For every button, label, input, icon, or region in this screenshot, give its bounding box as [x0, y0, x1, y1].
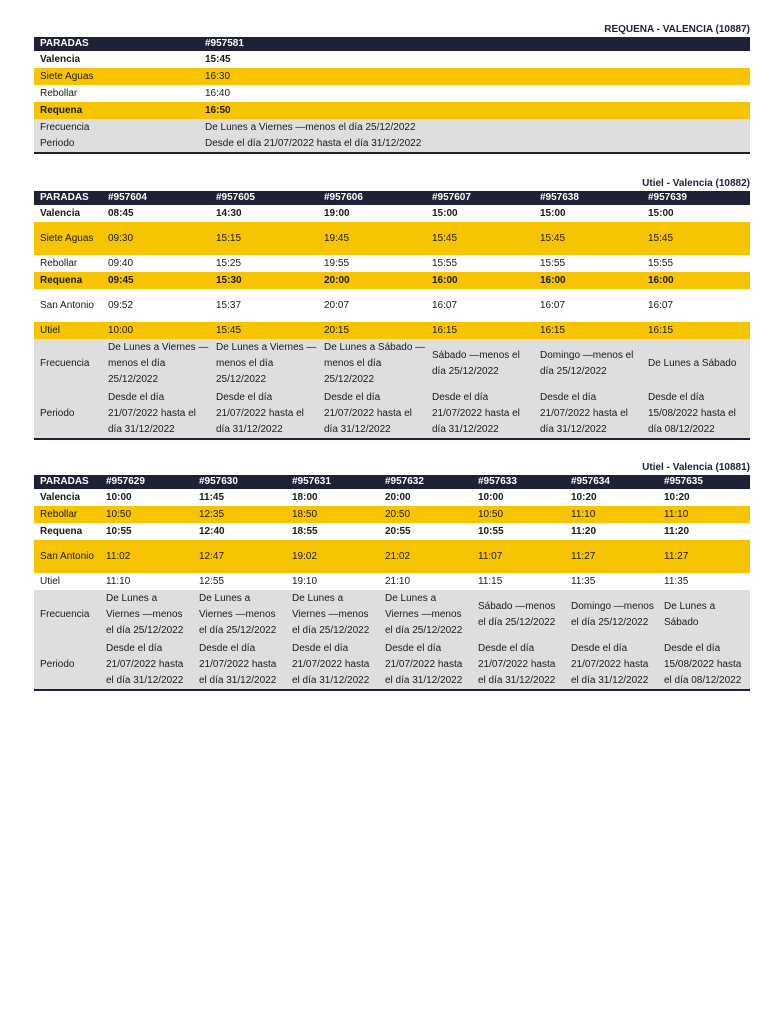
stop-name: Requena — [40, 104, 83, 116]
stop-time: 16:15 — [540, 324, 566, 336]
header-row — [34, 191, 750, 205]
periodo-value: Desde el día 21/07/2022 hasta el día 31/12/2022 — [385, 642, 463, 686]
stop-time: 15:45 — [432, 232, 458, 244]
stop-row-valencia — [34, 489, 750, 506]
stop-time: 11:10 — [106, 575, 131, 587]
periodo-label: Periodo — [40, 138, 75, 149]
timetable-utiel-valencia-10881 — [34, 461, 750, 691]
stop-time: 10:00 — [478, 491, 504, 503]
stop-time: 16:30 — [205, 70, 231, 82]
stop-time: 10:00 — [106, 491, 132, 503]
frecuencia-label: Frecuencia — [40, 358, 90, 369]
frecuencia-label: Frecuencia — [40, 609, 90, 620]
timetable — [34, 475, 750, 691]
stop-row-san-antonio — [34, 289, 750, 322]
periodo-row — [34, 136, 750, 153]
header-row — [34, 475, 750, 489]
stop-time: 15:55 — [648, 257, 674, 269]
route-title: Utiel - Valencia (10881) — [642, 462, 750, 473]
periodo-value: Desde el día 21/07/2022 hasta el día 31/12/2022 — [540, 391, 628, 435]
stop-name: Requena — [40, 274, 83, 286]
stop-name: Rebollar — [40, 508, 78, 520]
timetable — [34, 37, 750, 154]
stop-time: 10:20 — [571, 491, 597, 503]
periodo-row — [34, 640, 750, 690]
stop-time: 20:00 — [324, 274, 350, 286]
stop-time: 16:00 — [648, 274, 674, 286]
service-header: #957633 — [478, 476, 517, 487]
paradas-header: PARADAS — [40, 192, 89, 203]
stop-time: 16:50 — [205, 104, 231, 116]
stop-time: 08:45 — [108, 207, 134, 219]
stop-time: 18:50 — [292, 508, 318, 520]
stop-time: 16:00 — [432, 274, 458, 286]
stop-time: 15:00 — [648, 207, 674, 219]
stop-time: 11:07 — [478, 550, 503, 562]
stop-time: 19:02 — [292, 550, 318, 562]
frecuencia-value: De Lunes a Viernes —menos el día 25/12/2022 — [205, 121, 416, 133]
stop-time: 15:00 — [540, 207, 566, 219]
frecuencia-value: De Lunes a Viernes —menos el día 25/12/2022 — [385, 593, 463, 636]
stop-time: 15:45 — [205, 53, 231, 65]
frecuencia-value: De Lunes a Sábado — [648, 358, 737, 369]
service-header: #957638 — [540, 192, 579, 203]
stop-time: 14:30 — [216, 207, 242, 219]
stop-time: 12:47 — [199, 550, 225, 562]
frecuencia-row — [34, 590, 750, 640]
header-row — [34, 37, 750, 51]
stop-time: 10:50 — [478, 508, 504, 520]
stop-time: 10:50 — [106, 508, 132, 520]
stop-time: 16:07 — [540, 299, 566, 311]
stop-name: Valencia — [40, 207, 81, 219]
stop-time: 15:37 — [216, 299, 242, 311]
stop-time: 11:35 — [664, 575, 689, 587]
frecuencia-value: De Lunes a Sábado —menos el día 25/12/2022 — [324, 342, 426, 385]
periodo-row — [34, 389, 750, 439]
periodo-value: Desde el día 21/07/2022 hasta el día 31/12/2022 — [108, 391, 196, 435]
stop-time: 11:02 — [106, 550, 131, 562]
stop-row-requena — [34, 272, 750, 289]
stop-time: 16:15 — [432, 324, 458, 336]
frecuencia-row — [34, 339, 750, 389]
periodo-value: Desde el día 21/07/2022 hasta el día 31/12/2022 — [292, 642, 370, 686]
service-header: #957629 — [106, 476, 145, 487]
frecuencia-value: De Lunes a Viernes —menos el día 25/12/2022 — [108, 342, 209, 385]
service-header: #957605 — [216, 192, 255, 203]
route-title: Utiel - Valencia (10882) — [642, 178, 750, 189]
stop-row-valencia — [34, 51, 750, 68]
service-header: #957581 — [205, 38, 244, 49]
stop-time: 09:40 — [108, 257, 134, 269]
stop-time: 21:10 — [385, 575, 411, 587]
periodo-value: Desde el día 21/07/2022 hasta el día 31/12/2022 — [571, 642, 649, 686]
service-header: #957607 — [432, 192, 471, 203]
timetable — [34, 191, 750, 440]
stop-name: Siete Aguas — [40, 70, 94, 82]
service-header: #957632 — [385, 476, 424, 487]
stop-name: Rebollar — [40, 87, 78, 99]
stop-time: 10:00 — [108, 324, 134, 336]
stop-row-rebollar — [34, 255, 750, 272]
stop-time: 15:55 — [540, 257, 566, 269]
stop-time: 11:10 — [571, 508, 596, 520]
stop-time: 16:40 — [205, 87, 231, 99]
stop-time: 15:45 — [540, 232, 566, 244]
stop-time: 10:55 — [478, 525, 504, 537]
stop-row-utiel — [34, 573, 750, 590]
stop-name: Rebollar — [40, 257, 78, 269]
stop-time: 11:20 — [664, 525, 690, 537]
frecuencia-value: De Lunes a Viernes —menos el día 25/12/2022 — [292, 593, 370, 636]
stop-row-rebollar — [34, 85, 750, 102]
periodo-label: Periodo — [40, 407, 75, 419]
stop-time: 21:02 — [385, 550, 411, 562]
frecuencia-value: Domingo —menos el día 25/12/2022 — [540, 350, 634, 377]
stop-time: 10:20 — [664, 491, 690, 503]
paradas-header: PARADAS — [40, 476, 89, 487]
stop-name: Valencia — [40, 53, 81, 65]
frecuencia-value: De Lunes a Viernes —menos el día 25/12/2022 — [199, 593, 277, 636]
stop-row-requena — [34, 523, 750, 540]
stop-time: 16:00 — [540, 274, 566, 286]
stop-time: 19:55 — [324, 257, 350, 269]
stop-time: 12:35 — [199, 508, 225, 520]
stop-time: 11:45 — [199, 491, 225, 503]
stop-time: 20:07 — [324, 299, 350, 311]
stop-time: 11:27 — [664, 550, 689, 562]
timetable-requena-valencia-10887 — [34, 23, 750, 154]
periodo-label: Periodo — [40, 658, 75, 670]
frecuencia-value: Sábado —menos el día 25/12/2022 — [432, 350, 520, 377]
stop-time: 16:07 — [432, 299, 458, 311]
service-header: #957639 — [648, 192, 687, 203]
stop-time: 20:55 — [385, 525, 411, 537]
frecuencia-value: Sábado —menos el día 25/12/2022 — [478, 601, 556, 628]
stop-name: Utiel — [40, 575, 61, 587]
frecuencia-value: De Lunes a Viernes —menos el día 25/12/2022 — [216, 342, 317, 385]
stop-row-siete-aguas — [34, 222, 750, 255]
stop-time: 16:15 — [648, 324, 674, 336]
stop-row-siete-aguas — [34, 68, 750, 85]
periodo-value: Desde el día 21/07/2022 hasta el día 31/12/2022 — [216, 391, 304, 435]
frecuencia-label: Frecuencia — [40, 121, 90, 133]
stop-time: 18:00 — [292, 491, 318, 503]
stop-time: 15:25 — [216, 257, 242, 269]
periodo-value: Desde el día 21/07/2022 hasta el día 31/12/2022 — [106, 642, 184, 686]
service-header: #957634 — [571, 476, 610, 487]
frecuencia-value: De Lunes a Viernes —menos el día 25/12/2022 — [106, 593, 184, 636]
stop-time: 11:15 — [478, 575, 503, 587]
frecuencia-row — [34, 119, 750, 136]
periodo-value: Desde el día 21/07/2022 hasta el día 31/12/2022 — [199, 642, 277, 686]
stop-time: 15:45 — [648, 232, 674, 244]
service-header: #957606 — [324, 192, 363, 203]
stop-name: Valencia — [40, 491, 81, 503]
stop-time: 11:10 — [664, 508, 689, 520]
stop-time: 19:10 — [292, 575, 318, 587]
stop-row-rebollar — [34, 506, 750, 523]
stop-time: 15:55 — [432, 257, 458, 269]
periodo-value: Desde el día 21/07/2022 hasta el día 31/12/2022 — [324, 391, 412, 435]
stop-time: 15:30 — [216, 274, 242, 286]
stop-time: 18:55 — [292, 525, 318, 537]
stop-row-san-antonio — [34, 540, 750, 573]
stop-time: 20:00 — [385, 491, 411, 503]
stop-row-requena — [34, 102, 750, 119]
service-header: #957630 — [199, 476, 238, 487]
route-title: REQUENA - VALENCIA (10887) — [604, 24, 750, 35]
stop-name: Requena — [40, 525, 83, 537]
frecuencia-value: Domingo —menos el día 25/12/2022 — [571, 601, 654, 628]
stop-time: 12:55 — [199, 575, 225, 587]
periodo-value: Desde el día 15/08/2022 hasta el día 08/12/2022 — [664, 642, 742, 686]
stop-time: 16:07 — [648, 299, 674, 311]
timetable-utiel-valencia-10882 — [34, 177, 750, 440]
service-header: #957631 — [292, 476, 331, 487]
stop-time: 11:35 — [571, 575, 596, 587]
stop-time: 15:45 — [216, 324, 242, 336]
stop-name: San Antonio — [40, 550, 94, 562]
periodo-value: Desde el día 21/07/2022 hasta el día 31/12/2022 — [432, 391, 520, 435]
stop-time: 15:15 — [216, 232, 242, 244]
stop-time: 20:15 — [324, 324, 350, 336]
stop-row-valencia — [34, 205, 750, 222]
paradas-header: PARADAS — [40, 38, 89, 49]
periodo-value: Desde el día 21/07/2022 hasta el día 31/12/2022 — [205, 138, 422, 149]
stop-time: 11:20 — [571, 525, 597, 537]
stop-time: 09:45 — [108, 274, 134, 286]
frecuencia-value: De Lunes a Sábado — [664, 601, 716, 628]
stop-time: 19:00 — [324, 207, 350, 219]
periodo-value: Desde el día 15/08/2022 hasta el día 08/12/2022 — [648, 391, 736, 435]
service-header: #957635 — [664, 476, 703, 487]
stop-time: 20:50 — [385, 508, 411, 520]
stop-name: San Antonio — [40, 299, 94, 311]
periodo-value: Desde el día 21/07/2022 hasta el día 31/12/2022 — [478, 642, 556, 686]
stop-time: 19:45 — [324, 232, 350, 244]
stop-name: Utiel — [40, 324, 61, 336]
service-header: #957604 — [108, 192, 147, 203]
stop-time: 15:00 — [432, 207, 458, 219]
stop-time: 12:40 — [199, 525, 225, 537]
stop-time: 09:52 — [108, 299, 134, 311]
stop-time: 10:55 — [106, 525, 132, 537]
stop-time: 09:30 — [108, 232, 134, 244]
stop-row-utiel — [34, 322, 750, 339]
stop-time: 11:27 — [571, 550, 596, 562]
stop-name: Siete Aguas — [40, 232, 94, 244]
